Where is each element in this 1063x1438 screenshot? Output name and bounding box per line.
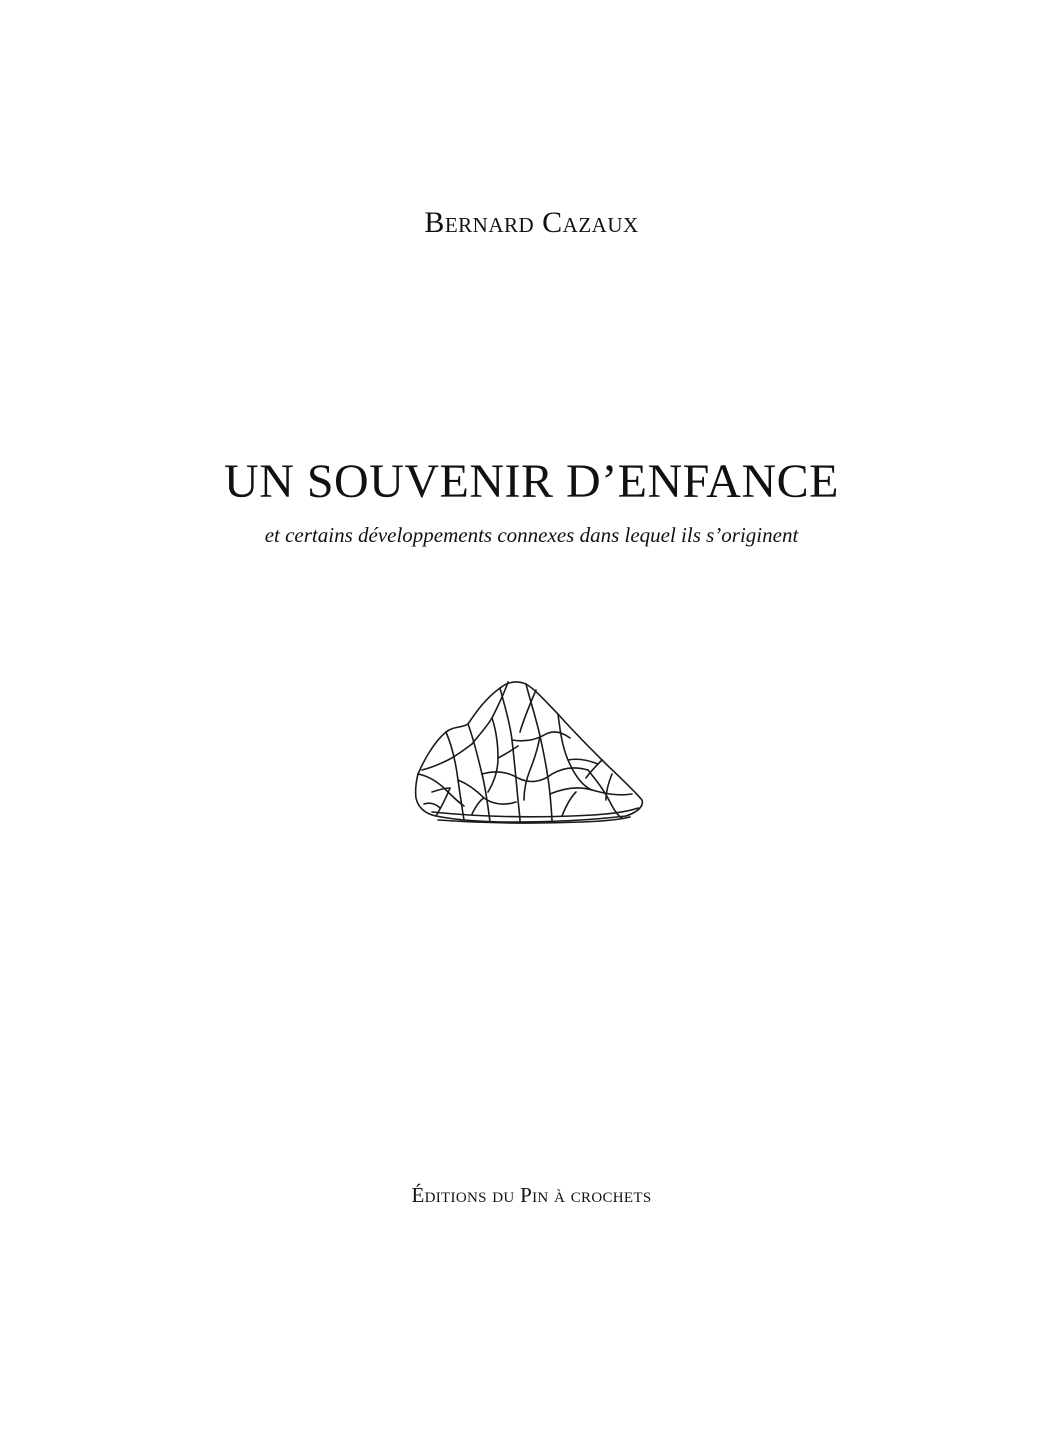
- book-subtitle: et certains développements connexes dans lequel ils s’originent: [264, 523, 799, 547]
- publisher-name: Éditions du Pin à crochets: [411, 1183, 652, 1207]
- wireframe-mountain-icon: [412, 674, 650, 830]
- book-title: UN SOUVENIR D’ENFANCE: [224, 455, 839, 508]
- author-name: Bernard Cazaux: [424, 206, 639, 239]
